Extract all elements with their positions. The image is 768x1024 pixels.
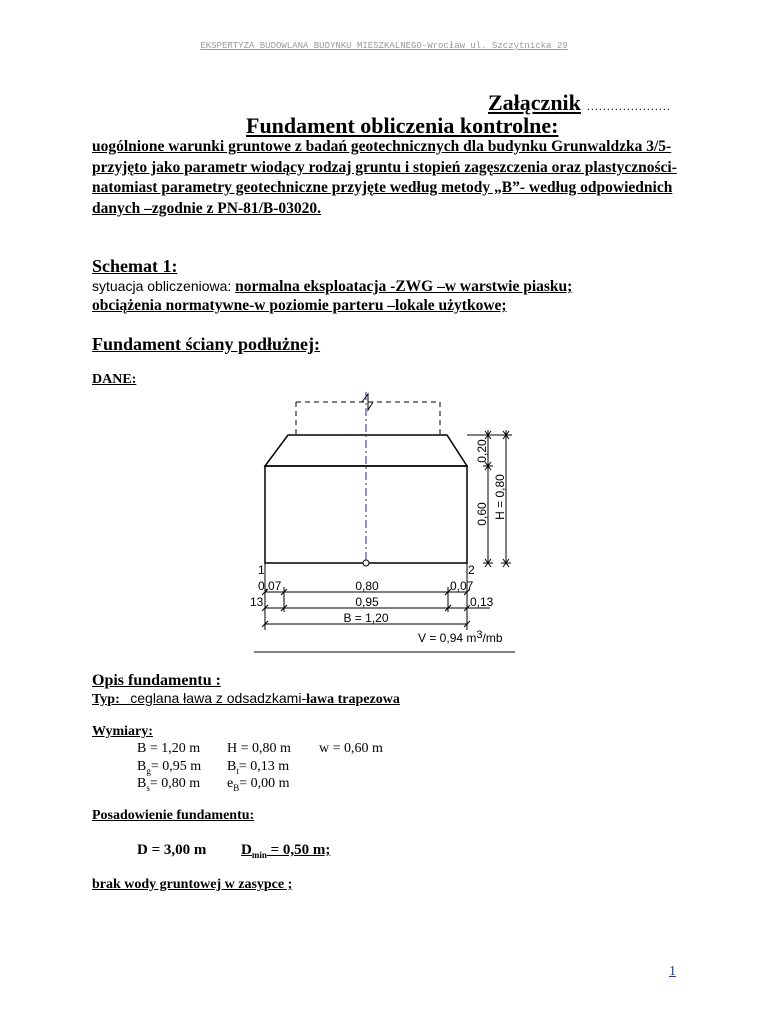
typ-value-bold: ława trapezowa — [306, 692, 400, 707]
situation-value: normalna eksploatacja -ZWG –w warstwie piasku; — [235, 278, 573, 295]
dim-bg: $B_g= 0,95$ m — [137, 759, 202, 776]
axis-point — [363, 560, 369, 566]
dim-b: B = 1,20 m — [137, 741, 201, 756]
groundwater-note: brak wody gruntowej w zasypce ; — [92, 877, 293, 892]
dim-w: w = 0,60 m — [319, 741, 383, 756]
dim-bt: $B_t= 0,13$ m — [227, 759, 290, 776]
dim-h-total-width: B = 1,20 — [343, 611, 389, 625]
load-line: obciążenia normatywne-w poziomie parteru –lokale użytkowe; — [92, 297, 507, 314]
point-label-2: 2 — [468, 563, 475, 577]
dane-label: DANE: — [92, 372, 137, 387]
dim-h-wall-width: 0,80 — [355, 579, 379, 593]
point-label-1: 1 — [258, 563, 265, 577]
situation-label: sytuacja obliczeniowa: — [92, 278, 232, 294]
schemat-heading: Schemat 1: — [92, 256, 178, 276]
volume-label: V = 0,94 m3/mb — [418, 629, 503, 645]
dim-h-left-offset: 0,07 — [258, 579, 282, 593]
depth-dmin: $D_{min} = 0,50$ m; — [241, 842, 331, 860]
typ-value: ceglana ława z odsadzkami- — [130, 690, 307, 706]
dim-h-right-offset: 0,07 — [450, 579, 474, 593]
annex-word: Załącznik — [488, 90, 581, 115]
depth-line — [137, 842, 330, 860]
opis-heading: Opis fundamentu : — [92, 672, 221, 689]
dim-row-2 — [137, 759, 289, 776]
wymiary-heading: Wymiary: — [92, 724, 153, 739]
document-header: EKSPERTYZA BUDOWLANA BUDYNKU MIESZKALNEGO-Wrocław ul. Szczytnicka 29 — [200, 41, 568, 51]
intro-paragraph: uogólnione warunki gruntowe z badań geotechnicznych dla budynku Grunwaldzka 3/5-przyjęto jako parametr wiodący rodzaj gruntu i stopień zagęszczenia oraz plastyczności-natomiast parametry geotechniczne przyjęte według metody „B”- według odpowiednich danych –zgodnie z PN-81/B-03020. — [92, 138, 677, 217]
depth-d: D = 3,00 m — [137, 842, 207, 858]
dim-row-3 — [137, 776, 290, 793]
dim-h: H = 0,80 m — [227, 741, 291, 756]
dim-row-1 — [137, 741, 383, 757]
dim-v-bottom: 0,60 — [475, 502, 489, 526]
dim-eb: $e_B= 0,00$ m — [227, 776, 290, 793]
typ-line — [92, 690, 400, 708]
dim-bs: $B_s= 0,80$ m — [137, 776, 201, 793]
dim-h-right-ledge: 0,13 — [470, 595, 494, 609]
dim-h-top-width: 0,95 — [355, 595, 379, 609]
dim-v-total: H = 0,80 — [493, 474, 507, 520]
page-number-link[interactable]: 1 — [669, 964, 676, 979]
page-title: Fundament obliczenia kontrolne: — [246, 113, 559, 138]
typ-label: Typ: — [92, 692, 120, 707]
dim-v-top: 0,20 — [475, 439, 489, 463]
section-heading: Fundament ściany podłużnej: — [92, 334, 321, 354]
annex-dots: ………………… — [586, 99, 671, 113]
posadowienie-heading: Posadowienie fundamentu: — [92, 808, 255, 823]
dim-h-left-ledge: 13 — [250, 595, 264, 609]
